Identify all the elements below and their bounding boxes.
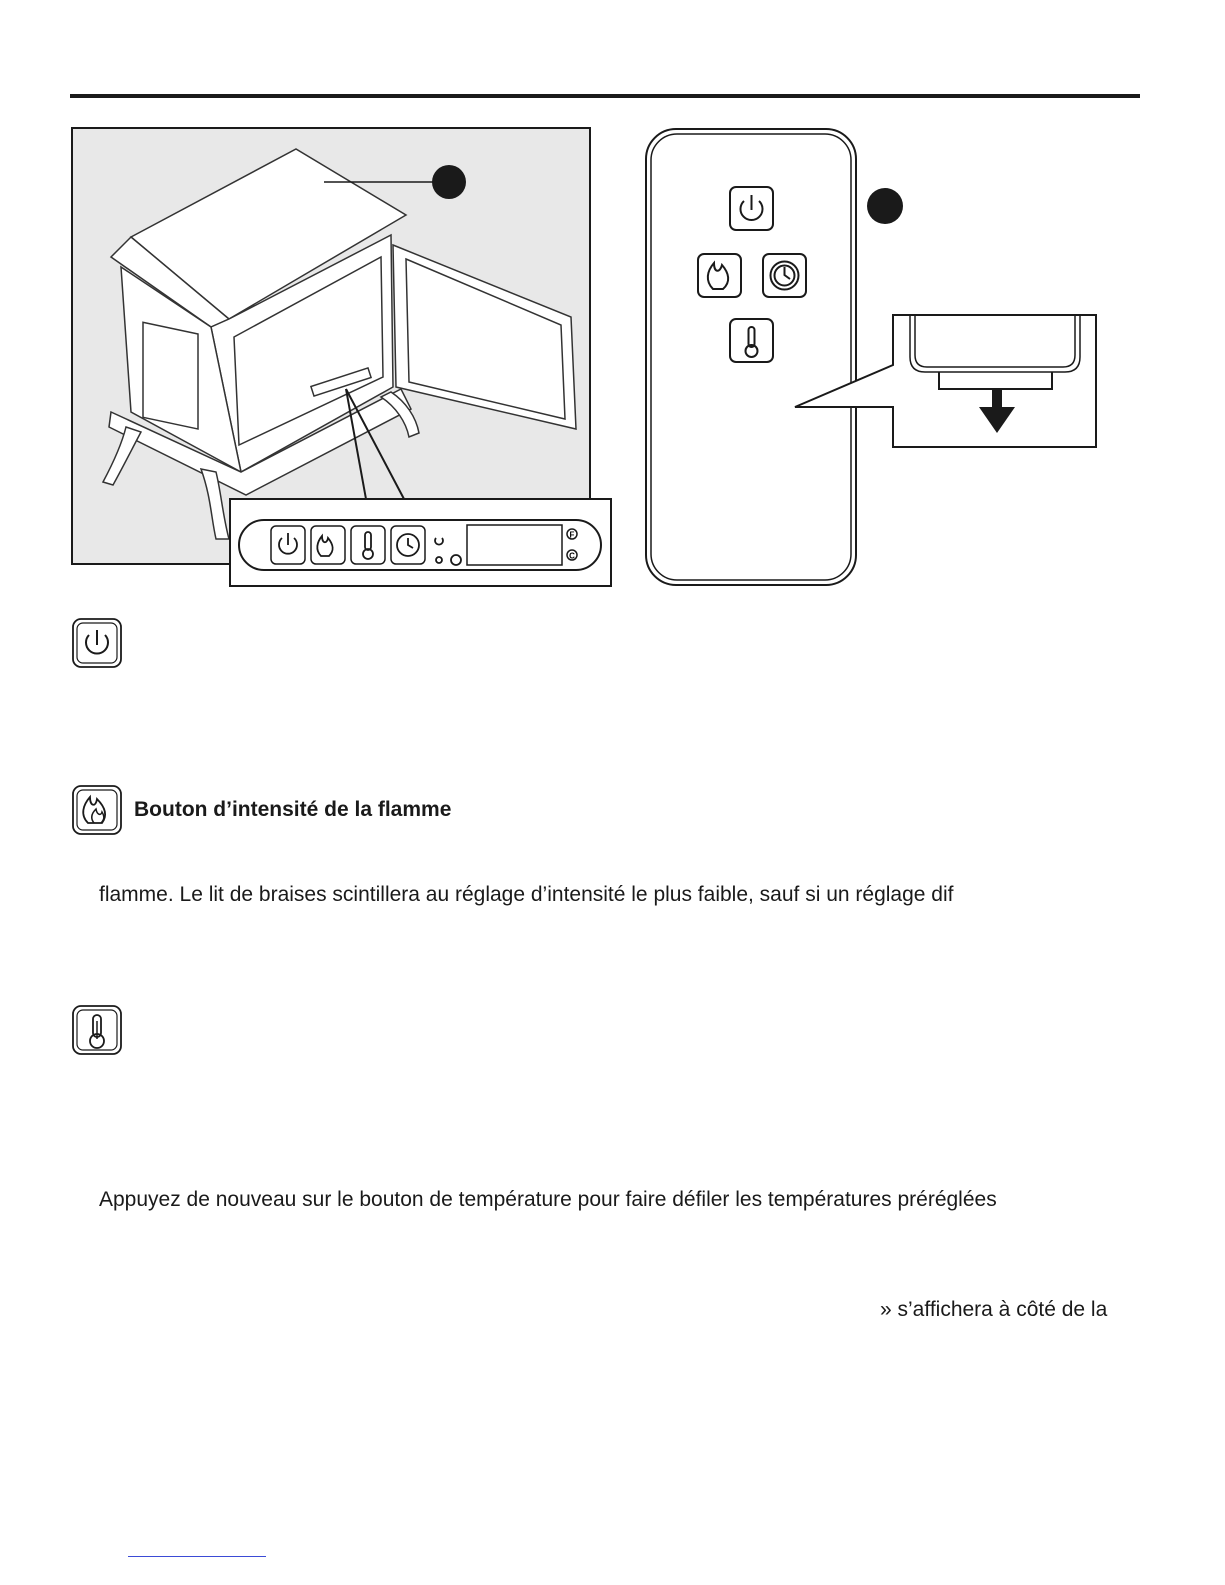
control-panel-callout xyxy=(229,498,612,587)
temperature-body-line: Appuyez de nouveau sur le bouton de température pour faire défiler les températures préréglées xyxy=(99,1188,997,1211)
temperature-body-line-2: » s’affichera à côté de la xyxy=(880,1298,1108,1321)
footer-link-underline xyxy=(128,1556,266,1557)
thermometer-icon xyxy=(72,1005,122,1055)
unit-c-label: C xyxy=(569,551,575,561)
flame-icon xyxy=(72,785,122,835)
flame-section-heading: Bouton d’intensité de la flamme xyxy=(134,798,452,821)
top-rule xyxy=(70,94,1140,98)
flame-body-line: flamme. Le lit de braises scintillera au réglage d’intensité le plus faible, sauf si un réglage dif xyxy=(99,883,954,906)
unit-f-label: F xyxy=(569,530,575,540)
remote-control-illustration xyxy=(643,127,1103,589)
power-icon xyxy=(72,618,122,668)
